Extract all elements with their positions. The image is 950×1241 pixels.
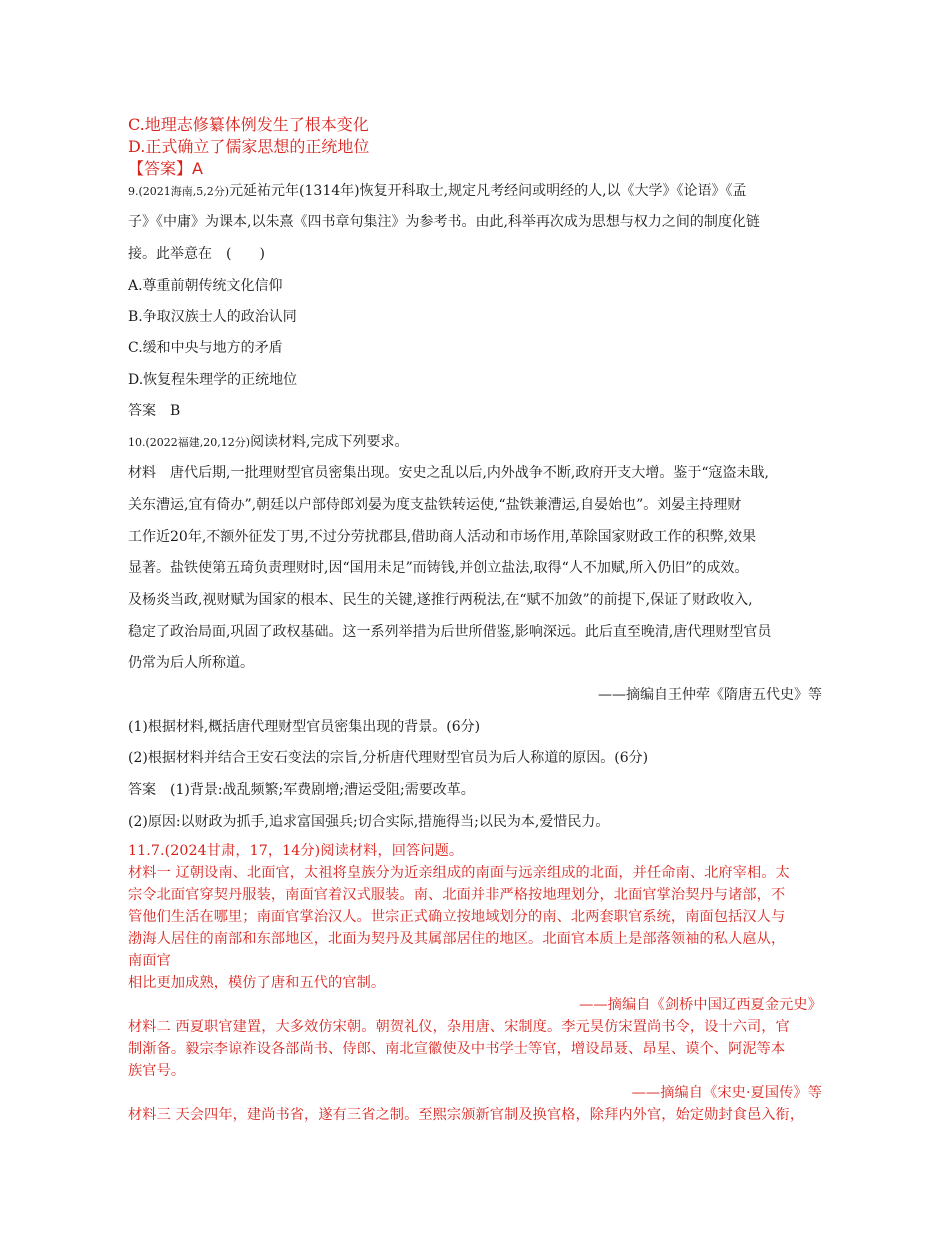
q9-option-b: B.争取汉族士人的政治认同 — [128, 309, 297, 325]
option-c-prev: C.地理志修纂体例发生了根本变化 — [128, 115, 369, 134]
q10-answer-2: (2)原因:以财政为抓手,追求富国强兵;切合实际,措施得当;以民为本,爱惜民力。 — [128, 814, 610, 830]
q11-m2-line-3: 族官号。 — [128, 1063, 186, 1079]
q10-header: 10.(2022福建,20,12分)阅读材料,完成下列要求。 — [128, 434, 409, 450]
q11-m1-line-1: 材料一 辽朝设南、北面官，太祖将皇族分为近亲组成的南面与远亲组成的北面，并任命南、北府宰相。太 — [128, 865, 790, 881]
q11-m1-line-3: 管他们生活在哪里；南面官掌治汉人。世宗正式确立按地域划分的南、北两套职官系统，南面包括汉人与 — [128, 909, 786, 925]
q10-answer-1: 答案 (1)背景:战乱频繁;军费剧增;漕运受阻;需要改革。 — [128, 782, 475, 798]
q11-m1-line-5: 南面官 — [128, 953, 171, 969]
q10-subquestion-2: (2)根据材料并结合王安石变法的宗旨,分析唐代理财型官员为后人称道的原因。(6分) — [128, 750, 649, 766]
q9-line-1: 9.(2021海南,5,2分)元延祐元年(1314年)恢复开科取士,规定凡考经问或明经的人,以《大学》《论语》《孟 — [128, 183, 747, 199]
q9-line-3: 接。此举意在 ( ) — [128, 246, 265, 262]
q11-m1-line-4: 渤海人居住的南部和东部地区，北面为契丹及其属部居住的地区。北面官本质上是部落领袖的私人扈从， — [128, 931, 786, 947]
q10-material-line-4: 显著。盐铁使第五琦负责理财时,因“国用未足”而铸钱,并创立盐法,取得“人不加赋,所入仍旧”的成效。 — [128, 560, 749, 576]
q9-line-2: 子》《中庸》为课本,以朱熹《四书章句集注》为参考书。由此,科举再次成为思想与权力之间的制度化链 — [128, 214, 760, 230]
answer-prev: 【答案】A — [128, 159, 203, 178]
q11-header: 11.7.(2024甘肃，17，14分)阅读材料，回答问题。 — [128, 843, 464, 859]
q9-option-d: D.恢复程朱理学的正统地位 — [128, 372, 298, 388]
q10-source: 10.(2022福建,20,12分) — [128, 436, 251, 449]
q11-m2-line-2: 制渐备。毅宗李谅祚设各部尚书、侍郎、南北宣徽使及中书学士等官，增设昂聂、昂星、谟个、阿泥等本 — [128, 1041, 786, 1057]
q10-citation: ——摘编自王仲荦《隋唐五代史》等 — [598, 687, 822, 703]
q11-citation-2: ——摘编自《宋史·夏国传》等 — [631, 1085, 822, 1101]
q9-source: 9.(2021海南,5,2分) — [128, 185, 230, 198]
q11-m2-line-1: 材料二 西夏职官建置，大多效仿宋朝。朝贺礼仪，杂用唐、宋制度。李元昊仿宋置尚书令，设十六司，官 — [128, 1019, 790, 1035]
q11-m1-line-6: 相比更加成熟，模仿了唐和五代的官制。 — [128, 975, 386, 991]
q11-m3-line-1: 材料三 天会四年，建尚书省，遂有三省之制。至熙宗颁新官制及换官格，除拜内外官，始定勋封食邑入衔， — [128, 1107, 805, 1123]
q10-material-line-5: 及杨炎当政,视财赋为国家的根本、民生的关键,遂推行两税法,在“赋不加敛”的前提下,保证了财政收入, — [128, 592, 753, 608]
q9-option-a: A.尊重前朝传统文化信仰 — [128, 278, 283, 294]
q9-option-c: C.缓和中央与地方的矛盾 — [128, 340, 283, 356]
q10-material-line-3: 工作近20年,不额外征发丁男,不过分劳扰郡县,借助商人活动和市场作用,革除国家财政工作的积弊,效果 — [128, 529, 757, 545]
q10-material-line-2: 关东漕运,宜有倚办”,朝廷以户部侍郎刘晏为度支盐铁转运使,“盐铁兼漕运,自晏始也”。刘晏主持理财 — [128, 497, 742, 513]
q9-answer: 答案 B — [128, 403, 181, 419]
option-d-prev: D.正式确立了儒家思想的正统地位 — [128, 137, 370, 156]
q10-subquestion-1: (1)根据材料,概括唐代理财型官员密集出现的背景。(6分) — [128, 719, 481, 735]
q10-material-line-6: 稳定了政治局面,巩固了政权基础。这一系列举措为后世所借鉴,影响深远。此后直至晚清,唐代理财型官员 — [128, 624, 772, 640]
q10-material-line-1: 材料 唐代后期,一批理财型官员密集出现。安史之乱以后,内外战争不断,政府开支大增。鉴于“寇盗未戢, — [128, 465, 769, 481]
q10-material-line-7: 仍常为后人所称道。 — [128, 655, 254, 671]
q11-citation-1: ——摘编自《剑桥中国辽西夏金元史》 — [579, 997, 822, 1013]
q11-m1-line-2: 宗令北面官穿契丹服装，南面官着汉式服装。南、北面并非严格按地理划分，北面官掌治契丹与诸部，不 — [128, 887, 786, 903]
